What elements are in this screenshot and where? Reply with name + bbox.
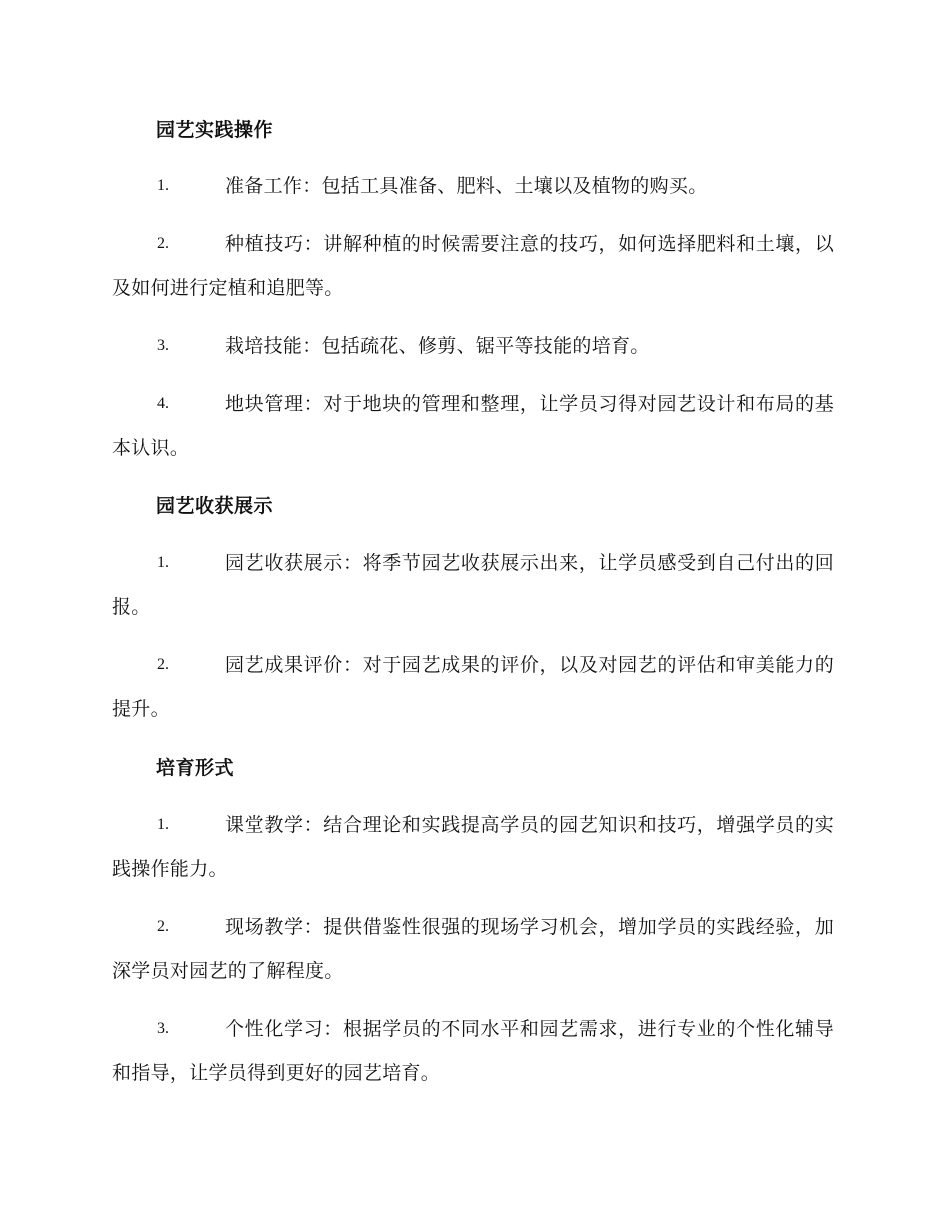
list-number: 1.	[157, 554, 169, 571]
section-heading: 培育形式	[156, 757, 235, 779]
list-item	[112, 541, 834, 629]
list-item	[112, 324, 834, 368]
list-item-text: 地块管理：对于地块的管理和整理，让学员习得对园艺设计和布局的基本认识。	[112, 393, 834, 459]
list-number: 1.	[157, 816, 169, 833]
list-item-text: 准备工作：包括工具准备、肥料、土壤以及植物的购买。	[225, 175, 708, 197]
list-number: 2.	[157, 918, 169, 935]
list-item-text: 园艺成果评价：对于园艺成果的评价，以及对园艺的评估和审美能力的提升。	[112, 654, 834, 720]
section-heading: 园艺实践操作	[156, 119, 274, 141]
list-number: 1.	[157, 177, 169, 194]
list-number: 3.	[157, 1020, 169, 1037]
list-item-text: 种植技巧：讲解种植的时候需要注意的技巧，如何选择肥料和土壤，以及如何进行定植和追肥等。	[112, 233, 834, 299]
list-item-text: 现场教学：提供借鉴性很强的现场学习机会，增加学员的实践经验，加深学员对园艺的了解程度。	[112, 916, 834, 982]
list-item	[112, 164, 834, 208]
list-number: 4.	[157, 395, 169, 412]
section-heading: 园艺收获展示	[156, 495, 274, 517]
list-item	[112, 905, 834, 993]
list-number: 2.	[157, 656, 169, 673]
list-item	[112, 803, 834, 891]
list-item-text: 个性化学习：根据学员的不同水平和园艺需求，进行专业的个性化辅导和指导，让学员得到更好的园艺培育。	[112, 1018, 834, 1084]
list-item	[112, 382, 834, 470]
list-item-text: 课堂教学：结合理论和实践提高学员的园艺知识和技巧，增强学员的实践操作能力。	[112, 814, 834, 880]
list-item-text: 栽培技能：包括疏花、修剪、锯平等技能的培育。	[225, 335, 650, 357]
list-number: 3.	[157, 337, 169, 354]
list-item	[112, 1007, 834, 1095]
list-item-text: 园艺收获展示：将季节园艺收获展示出来，让学员感受到自己付出的回报。	[112, 552, 834, 618]
list-item	[112, 222, 834, 310]
list-item	[112, 643, 834, 731]
list-number: 2.	[157, 235, 169, 252]
